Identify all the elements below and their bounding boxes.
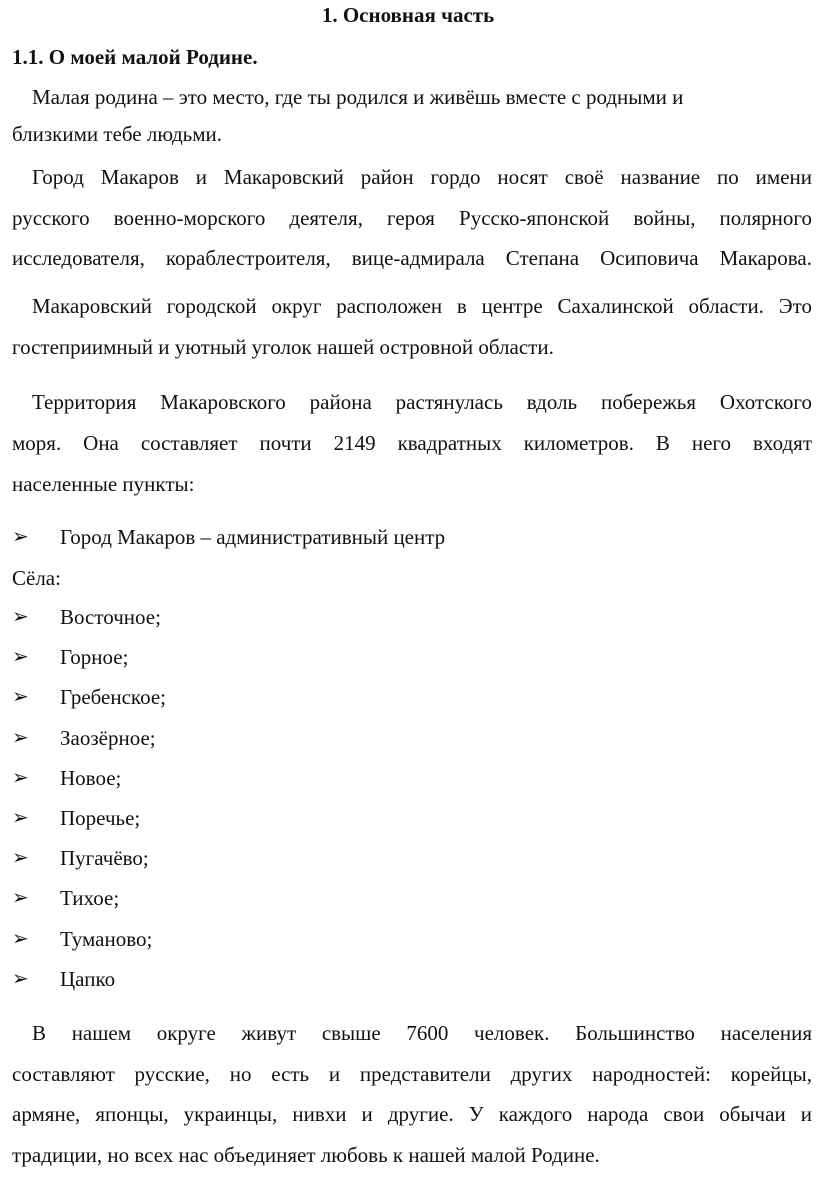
arrowhead-bullet-icon: ➢ (12, 887, 29, 910)
arrowhead-bullet-icon: ➢ (12, 646, 29, 669)
list-item-text: Новое; (60, 765, 122, 790)
paragraph-line: русского военно-морского деятеля, героя Русско-японской войны, полярного (12, 206, 812, 230)
paragraph-line: составляют русские, но есть и представители других народностей: корейцы, (12, 1062, 812, 1086)
list-item-text: Восточное; (60, 605, 161, 629)
arrowhead-bullet-icon: ➢ (12, 847, 29, 870)
paragraph-line: Макаровский городской округ расположен в центре Сахалинской области. Это (32, 294, 812, 318)
list-item-text: Туманово; (60, 926, 153, 951)
paragraph-line: гостеприимный и уютный уголок нашей островной области. (12, 335, 554, 359)
paragraph-line: Город Макаров и Макаровский район гордо носят своё название по имени (32, 165, 812, 189)
list-item-text: Горное; (60, 645, 129, 670)
list-item-text: Тихое; (60, 886, 120, 911)
paragraph-line: моря. Она составляет почти 2149 квадратных километров. В него входят (12, 431, 812, 455)
arrowhead-bullet-icon: ➢ (12, 686, 29, 709)
paragraph-line: близкими тебе людьми. (12, 122, 223, 146)
arrowhead-bullet-icon: ➢ (12, 927, 29, 950)
paragraph-line: населенные пункты: (12, 472, 195, 496)
list-item-text: Гребенское; (60, 685, 166, 710)
section-heading: 1. Основная часть (321, 3, 495, 27)
villages-label: Сёла: (12, 566, 61, 590)
arrowhead-bullet-icon: ➢ (12, 606, 29, 628)
subsection-heading: 1.1. О моей малой Родине. (12, 45, 258, 69)
arrowhead-bullet-icon: ➢ (12, 807, 29, 829)
paragraph-line: армяне, японцы, украинцы, нивхи и другие. У каждого народа свои обычаи и (12, 1102, 812, 1126)
list-item-text: Заозёрное; (60, 725, 156, 750)
arrowhead-bullet-icon: ➢ (12, 766, 29, 789)
list-item-text: Цапко (60, 966, 116, 991)
arrowhead-bullet-icon: ➢ (12, 726, 29, 749)
paragraph-line: В нашем округе живут свыше 7600 человек. Большинство населения (32, 1021, 812, 1045)
list-item-text: Пугачёво; (60, 846, 149, 871)
list-item-text: Поречье; (60, 806, 141, 830)
paragraph-line: традиции, но всех нас объединяет любовь к нашей малой Родине. (12, 1143, 600, 1167)
paragraph-line: Территория Макаровского района растянулась вдоль побережья Охотского (32, 390, 812, 414)
arrowhead-bullet-icon: ➢ (12, 526, 29, 548)
paragraph-line: исследователя, кораблестроителя, вице-адмирала Степана Осиповича Макарова. (12, 246, 812, 270)
arrowhead-bullet-icon: ➢ (12, 967, 29, 990)
paragraph-line: Малая родина – это место, где ты родился и живёшь вместе с родными и (32, 85, 684, 109)
list-item-text: Город Макаров – административный центр (60, 525, 446, 549)
